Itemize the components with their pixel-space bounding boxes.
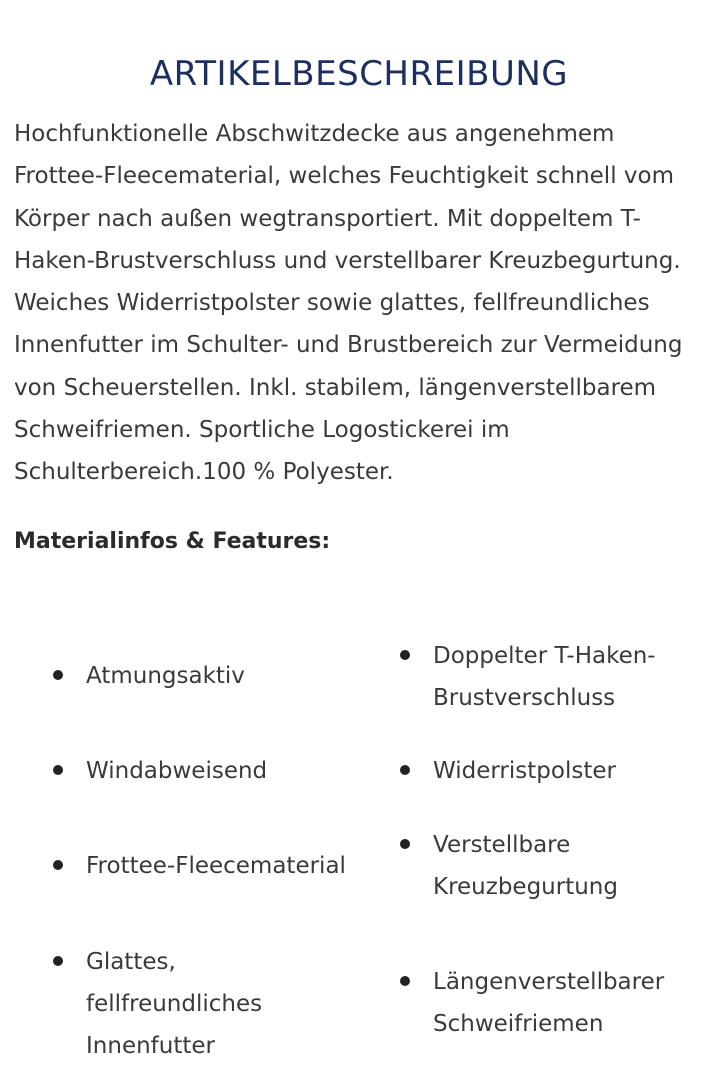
description-line: Haken-Brustverschluss und verstellbarer Kreuzbegurtung. [14,247,681,274]
bullet-icon [53,670,63,680]
bullet-icon [53,860,63,870]
feature-line: Windabweisend [86,758,268,784]
feature-line: fellfreundliches [86,991,263,1017]
bullet-icon [53,765,63,775]
feature-line: Schweifriemen [433,1011,604,1037]
description-line: Schulterbereich.100 % Polyester. [14,459,394,486]
description-line: Innenfutter im Schulter- und Brustbereich zur Vermeidung [14,332,683,359]
feature-line: Doppelter T-Haken- [433,643,656,669]
features-heading: Materialinfos & Features: [14,529,331,554]
description-line: Hochfunktionelle Abschwitzdecke aus angenehmem [14,121,615,147]
bullet-icon [400,650,410,660]
description-line: von Scheuerstellen. Inkl. stabilem, längenverstellbarem [14,374,657,401]
product-description [14,113,714,494]
feature-line: Längenverstellbarer [433,969,665,995]
page-title: ARTIKELBESCHREIBUNG [149,54,569,94]
description-line: Weiches Widerristpolster sowie glattes, fellfreundliches [14,290,650,317]
feature-line: Verstellbare [433,832,571,858]
feature-line: Widerristpolster [433,758,616,784]
feature-line: Frottee-Fleecematerial [86,853,346,879]
description-line: Körper nach außen wegtransportiert. Mit doppeltem T- [14,205,641,232]
feature-line: Brustverschluss [433,685,616,711]
feature-line: Innenfutter [86,1033,215,1059]
description-line: Frottee-Fleecematerial, welches Feuchtigkeit schnell vom [14,163,674,190]
bullet-icon [53,956,63,966]
feature-line: Glattes, [86,949,176,975]
feature-line: Atmungsaktiv [86,663,245,689]
bullet-icon [400,976,410,986]
description-line: Schweifriemen. Sportliche Logostickerei im [14,417,510,444]
bullet-icon [400,765,410,775]
feature-line: Kreuzbegurtung [433,874,618,900]
bullet-icon [400,839,410,849]
